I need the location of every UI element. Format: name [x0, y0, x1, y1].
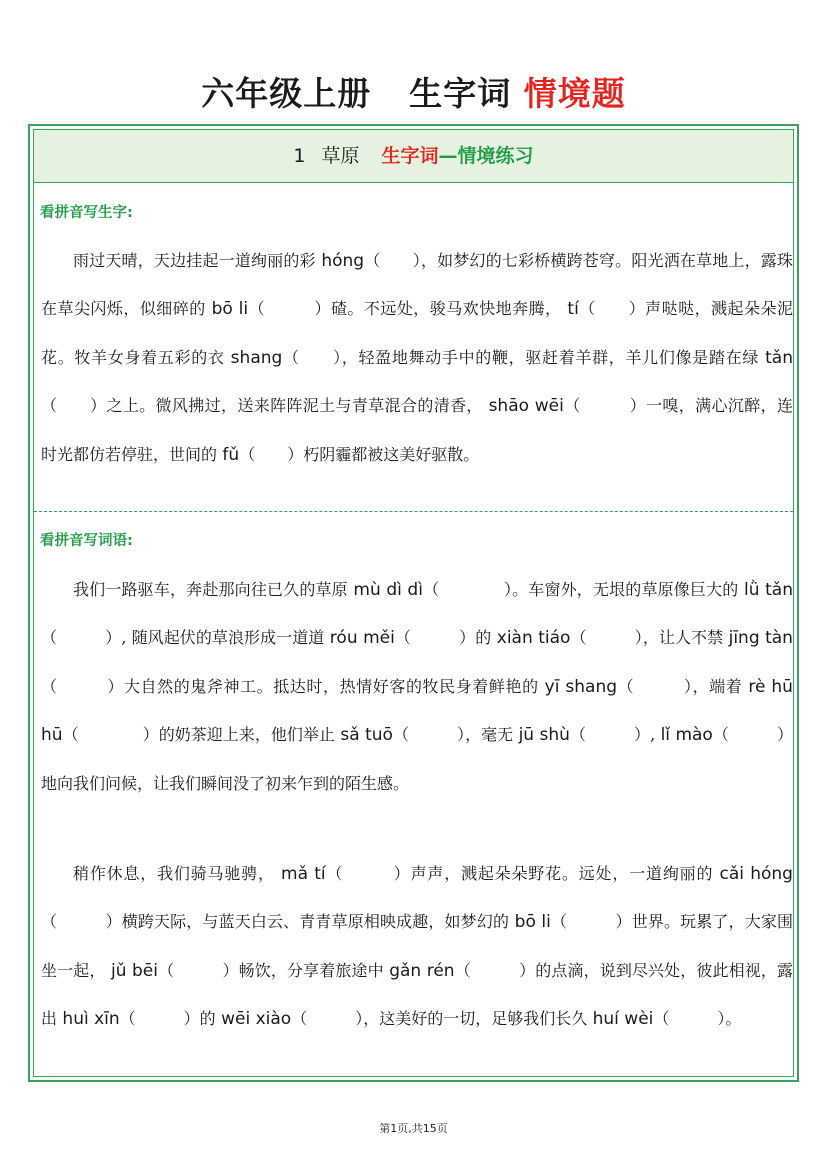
- lesson-name: 草原: [321, 145, 360, 167]
- title-sub: 生字词: [409, 74, 512, 113]
- answer-blank[interactable]: （ ）: [569, 725, 651, 745]
- pinyin: huí wèi: [587, 1009, 654, 1030]
- lesson-header: [34, 130, 793, 183]
- pinyin: lǐ mào: [655, 725, 713, 746]
- answer-blank[interactable]: （ ）: [248, 299, 331, 319]
- answer-blank[interactable]: （ ）: [653, 1009, 726, 1029]
- lesson-tag-red: 生字词: [381, 145, 439, 167]
- answer-blank[interactable]: （ ）: [392, 725, 466, 745]
- page-footer: 第1页,共15页: [379, 1122, 448, 1135]
- answer-blank[interactable]: （ ）: [119, 1009, 200, 1029]
- answer-blank[interactable]: （ ）: [570, 628, 643, 648]
- pinyin: hóng: [315, 251, 365, 271]
- pinyin: jīng tàn: [723, 628, 793, 649]
- answer-blank[interactable]: （ ）: [282, 347, 342, 367]
- worksheet-frame: [28, 124, 799, 1082]
- title-highlight: 情境题: [523, 74, 626, 113]
- pinyin: xiàn tiáo: [491, 628, 571, 649]
- answer-blank[interactable]: （ ）: [325, 864, 411, 883]
- pinyin: tí: [561, 299, 579, 320]
- answer-blank[interactable]: （ ）: [291, 1009, 364, 1029]
- pinyin: huì xīn: [57, 1009, 120, 1030]
- lesson-number: 1: [293, 145, 306, 167]
- pinyin: gǎn rén: [383, 960, 455, 981]
- pinyin: jǔ bēi: [105, 960, 158, 981]
- pinyin: fǔ: [217, 444, 240, 465]
- answer-blank[interactable]: （ ）: [239, 444, 304, 464]
- answer-blank[interactable]: （ ）: [617, 676, 693, 696]
- pinyin: wēi xiào: [215, 1009, 292, 1030]
- answer-blank[interactable]: （ ）: [41, 912, 122, 932]
- pinyin: rè hū hū: [41, 676, 793, 746]
- answer-blank[interactable]: （ ）: [41, 396, 107, 416]
- section2-paragraph-2: 稍作休息，我们骑马驰骋， mǎ tí（ ）声声，溅起朵朵野花。远处，一道绚丽的 cǎi hóng（ ）横跨天际，与蓝天白云、青青草原相映成趣，如梦幻的 bō li（ ）世界。玩累了，大家围坐一起， jǔ bēi（ ）畅饮，分享着旅途中 gǎn rén（ ）的点滴，说到尽兴处，彼此相视，露出 huì xīn（ ）的 wēi xiào（ ），这美好的一切，足够我们长久 huí wèi（ ）。: [41, 864, 793, 1030]
- page-title: [0, 72, 827, 116]
- answer-blank[interactable]: （ ）: [41, 676, 124, 696]
- pinyin: tǎn: [759, 347, 793, 368]
- pinyin: sǎ tuō: [334, 725, 393, 746]
- pinyin: yī shang: [538, 676, 618, 697]
- lesson-tag-green: —情境练习: [438, 145, 534, 167]
- pinyin: mǎ tí: [274, 864, 326, 884]
- pinyin: shāo wēi: [482, 396, 564, 417]
- answer-blank[interactable]: （ ）: [563, 396, 647, 416]
- answer-blank[interactable]: （ ）: [394, 628, 476, 648]
- pinyin: mù dì dì: [347, 580, 423, 600]
- answer-blank[interactable]: （ ）: [550, 912, 632, 932]
- section1-paragraph: 雨过天晴，天边挂起一道绚丽的彩 hóng（ ），如梦幻的七彩桥横跨苍穹。阳光洒在草地上，露珠在草尖闪烁，似细碎的 bō li（ ）碴。不远处，骏马欢快地奔腾， tí（ ）声哒哒，溅起朵朵泥花。牧羊女身着五彩的衣 shang（ ），轻盈地舞动手中的鞭，驱赶着羊群，羊儿们像是踏在绿 tǎn（ ）之上。微风拂过，送来阵阵泥土与青草混合的清香， shāo wēi（ ）一嗅，满心沉醉，连时光都仿若停驻，世间的 fǔ（ ）朽阴霾都被这美好驱散。: [41, 251, 793, 465]
- answer-blank[interactable]: （ ）: [41, 628, 122, 648]
- answer-blank[interactable]: （ ）: [422, 580, 513, 599]
- section-divider: [34, 511, 793, 512]
- section1-label: 看拼音写生字:: [40, 205, 133, 221]
- worksheet-inner-frame: [33, 129, 794, 1077]
- pinyin: bō li: [509, 912, 551, 933]
- answer-blank[interactable]: （ ）: [364, 251, 421, 270]
- title-main: 六年级上册: [201, 74, 372, 113]
- section2-label: 看拼音写词语:: [40, 533, 133, 549]
- pinyin: bō li: [205, 299, 249, 320]
- answer-blank[interactable]: （ ）: [157, 960, 239, 980]
- pinyin: cǎi hóng: [713, 864, 793, 884]
- pinyin: shang: [224, 347, 283, 368]
- answer-blank[interactable]: （ ）: [578, 299, 646, 319]
- pinyin: lǜ tǎn: [738, 580, 793, 600]
- pinyin: róu měi: [324, 628, 395, 649]
- answer-blank[interactable]: （ ）: [454, 960, 536, 980]
- section2-paragraph-1: 我们一路驱车，奔赴那向往已久的草原 mù dì dì（ ）。车窗外，无垠的草原像巨大的 lǜ tǎn（ ）, 随风起伏的草浪形成一道道 róu měi（ ）的 xiàn tiáo（ ），让人不禁 jīng tàn（ ）大自然的鬼斧神工。抵达时，热情好客的牧民身着鲜艳的 yī shang（ ），端着 rè hū hū（ ）的奶茶迎上来，他们举止 sǎ tuō（ ），毫无 jū shù（ ）, lǐ mào（ ）地向我们问候，让我们瞬间没了初来乍到的陌生感。: [41, 580, 793, 793]
- pinyin: jū shù: [513, 725, 570, 746]
- answer-blank[interactable]: （ ）: [712, 725, 793, 745]
- answer-blank[interactable]: （ ）: [62, 725, 159, 745]
